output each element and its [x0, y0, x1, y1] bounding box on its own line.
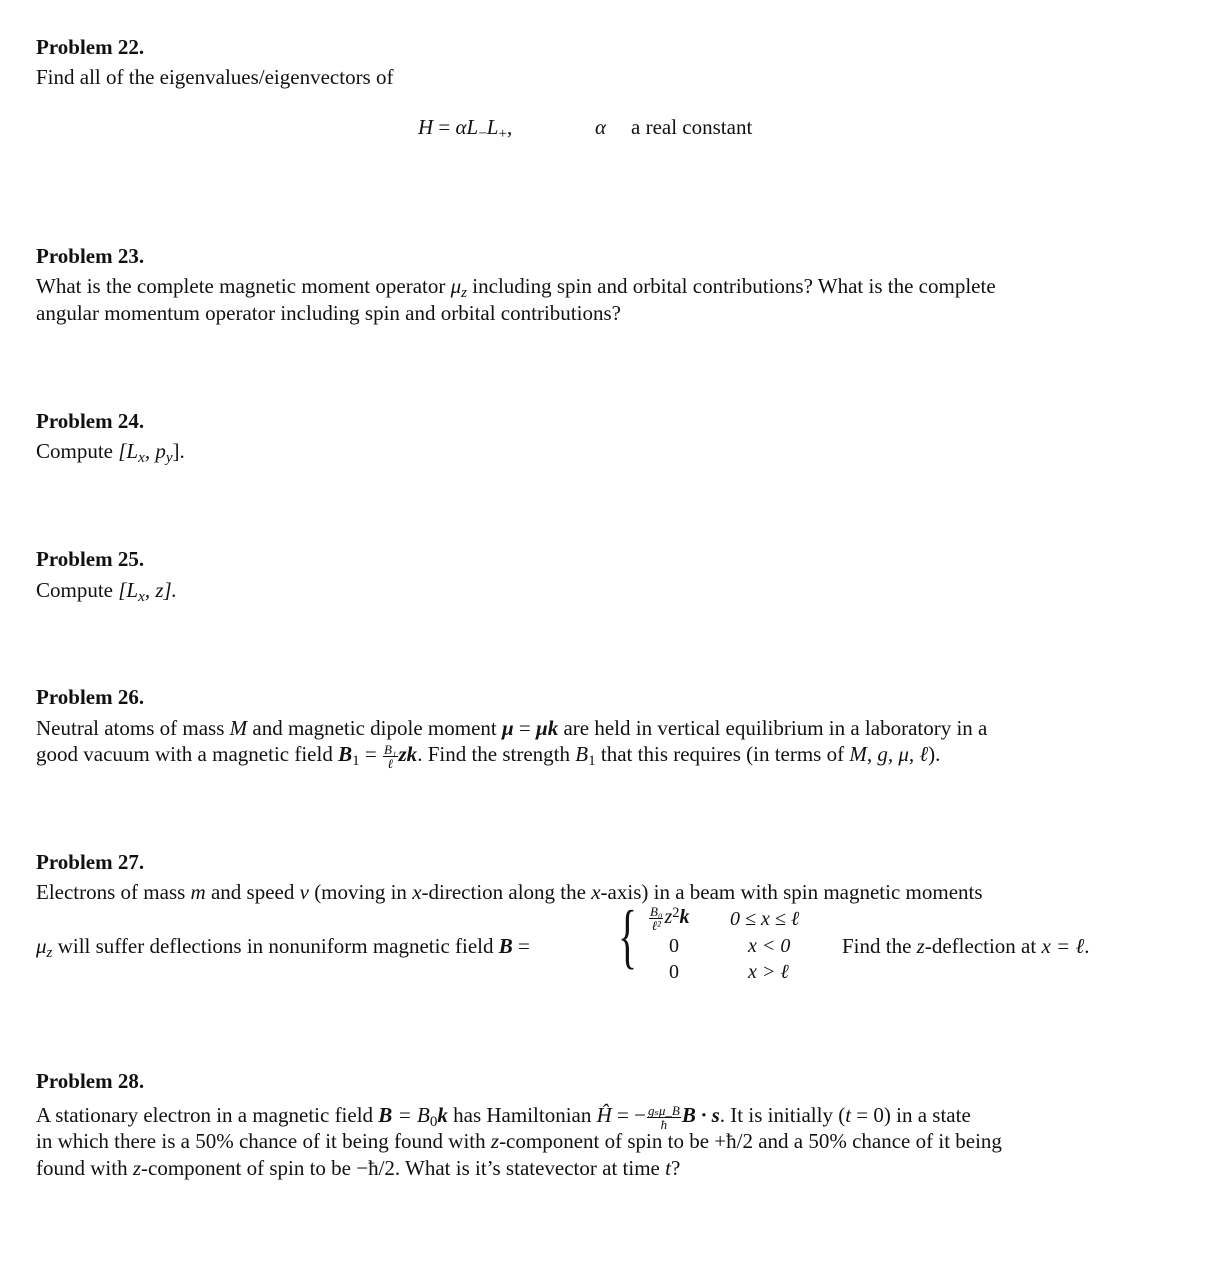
- fraction-numerator: gₛμ_B: [647, 1102, 680, 1118]
- text-span: including spin and orbital contributions? What is the complete: [467, 274, 996, 298]
- eq-rhs: αL: [455, 115, 479, 139]
- text-span: = B: [392, 1103, 430, 1127]
- problem-23-line-2: angular momentum operator including spin and orbital contributions?: [36, 301, 621, 325]
- text-span: =: [359, 742, 383, 766]
- mu-subscript: z: [461, 284, 468, 301]
- problem-23-line-1: [36, 273, 996, 299]
- mu-k: μk: [536, 716, 559, 740]
- problem-22-alpha: α: [595, 115, 607, 139]
- commutator-close: ].: [172, 439, 185, 463]
- text-span: -component of spin to be −ħ/2. What is it’s statevector at time: [141, 1156, 666, 1180]
- text-span: What is the complete magnetic moment operator: [36, 274, 451, 298]
- problem-22-equation: $H = \alpha L_-L_+$,: [418, 115, 513, 142]
- superscript: 2: [672, 904, 680, 921]
- fraction-numerator: B₀: [650, 904, 663, 919]
- case-row-1-value: [648, 905, 689, 932]
- text-span: will suffer deflections in nonuniform magnetic field: [52, 934, 499, 958]
- problem-22-text: Find all of the eigenvalues/eigenvectors of: [36, 65, 394, 89]
- subscript: 0: [429, 1113, 438, 1130]
- eq-sub-minus: −: [478, 125, 487, 142]
- text-span: and speed: [205, 880, 300, 904]
- text-span: ).: [928, 742, 941, 766]
- fraction-denominator: ħ: [660, 1116, 668, 1132]
- text-span: -direction along the: [421, 880, 592, 904]
- problem-26-title: Problem 26.: [36, 685, 145, 709]
- mu-vector: μ: [501, 716, 514, 740]
- fraction-denominator: ℓ: [387, 755, 393, 771]
- speed-symbol: v: [299, 880, 309, 904]
- text-span: Compute: [36, 578, 119, 602]
- cases-brace: {: [618, 896, 638, 976]
- field-symbol: B: [575, 742, 589, 766]
- problem-27-title: Problem 27.: [36, 850, 145, 874]
- commutator-open: [L: [118, 439, 139, 463]
- text-span: = −: [611, 1103, 646, 1127]
- text-span: and magnetic dipole moment: [247, 716, 502, 740]
- eq-lhs: H: [418, 115, 434, 139]
- text-span: . Find the strength: [417, 742, 576, 766]
- commutator-mid: , p: [144, 439, 166, 463]
- text-span: (moving in: [308, 880, 413, 904]
- mu-symbol: μ: [450, 274, 462, 298]
- hamiltonian-symbol: Ĥ: [596, 1103, 612, 1127]
- text-span: -axis) in a beam with spin magnetic moments: [600, 880, 983, 904]
- problem-25-title: Problem 25.: [36, 547, 145, 571]
- text-span: -component of spin to be +ħ/2 and a 50% chance of it being: [499, 1129, 1002, 1153]
- fraction-numerator: B₁: [384, 741, 397, 757]
- problem-25-text: [36, 577, 177, 603]
- k-vector: k: [437, 1103, 448, 1127]
- text-span: Electrons of mass: [36, 880, 191, 904]
- problem-24-text: [36, 438, 185, 464]
- text-span: Compute: [36, 439, 119, 463]
- text-span: . It is initially (: [719, 1103, 846, 1127]
- fraction: [649, 905, 663, 932]
- problem-22-alpha-desc: a real constant: [631, 115, 753, 139]
- eq-mid: L: [486, 115, 499, 139]
- field-vector: B: [498, 934, 513, 958]
- x-symbol: x: [412, 880, 422, 904]
- text-span: A stationary electron in a magnetic field: [36, 1103, 379, 1127]
- z-symbol: z: [916, 934, 925, 958]
- mass-symbol: M: [229, 716, 248, 740]
- problem-24-title: Problem 24.: [36, 409, 145, 433]
- fraction: [383, 743, 397, 770]
- mass-symbol: m: [190, 880, 206, 904]
- case-row-2-value: 0: [669, 935, 679, 957]
- text-span: -deflection at: [924, 934, 1042, 958]
- z-term: z: [664, 906, 673, 929]
- text-span: ?: [670, 1156, 681, 1180]
- eq-comma: ,: [506, 115, 513, 139]
- text-span: good vacuum with a magnetic field: [36, 742, 339, 766]
- problem-28-line-1: [36, 1102, 971, 1131]
- text-span: Find the: [842, 934, 917, 958]
- text-span: = 0) in a state: [851, 1103, 971, 1127]
- text-span: Neutral atoms of mass: [36, 716, 230, 740]
- problem-26-line-1: [36, 715, 987, 741]
- subscript: y: [165, 449, 173, 466]
- dot-product: B · s: [681, 1103, 720, 1127]
- case-row-3-condition: x > ℓ: [748, 961, 789, 983]
- z-symbol: z: [132, 1156, 142, 1180]
- eq-sub-plus: +: [498, 125, 507, 142]
- position-expr: x = ℓ: [1041, 934, 1085, 958]
- mu-subscript: z: [46, 944, 53, 961]
- text-span: =: [512, 934, 530, 958]
- text-span: has Hamiltonian: [447, 1103, 597, 1127]
- text-span: .: [1084, 934, 1090, 958]
- text-span: in which there is a 50% chance of it being found with: [36, 1129, 491, 1153]
- fraction-denominator: ℓ²: [651, 918, 661, 933]
- problem-26-line-2: [36, 741, 940, 770]
- case-row-2-condition: x < 0: [748, 935, 791, 957]
- text-span: that this requires (in terms of: [595, 742, 850, 766]
- text-span: found with: [36, 1156, 133, 1180]
- problem-22-title: Problem 22.: [36, 35, 145, 59]
- problem-28-line-3: [36, 1155, 680, 1181]
- problem-27-tail: [842, 933, 1089, 959]
- mu-symbol: μ: [36, 934, 47, 958]
- time-symbol: t: [845, 1103, 852, 1127]
- field-vector: B: [338, 742, 353, 766]
- z-symbol: z: [490, 1129, 500, 1153]
- problem-27-line-2: [36, 933, 530, 959]
- problem-28-title: Problem 28.: [36, 1069, 145, 1093]
- subscript: 1: [588, 752, 596, 769]
- commutator-close: , z].: [144, 578, 177, 602]
- problem-23-title: Problem 23.: [36, 244, 145, 268]
- problem-27-line-1: [36, 879, 983, 905]
- parameters: M, g, μ, ℓ: [849, 742, 929, 766]
- fraction: [647, 1104, 681, 1131]
- x-symbol: x: [591, 880, 601, 904]
- case-row-3-value: 0: [669, 961, 679, 983]
- field-vector: B: [378, 1103, 393, 1127]
- k-vector: k: [679, 906, 690, 929]
- time-symbol: t: [665, 1156, 671, 1180]
- subscript: x: [138, 449, 145, 466]
- text-span: are held in vertical equilibrium in a laboratory in a: [558, 716, 988, 740]
- zk-term: zk: [398, 742, 418, 766]
- subscript: 1: [352, 752, 360, 769]
- problem-28-line-2: [36, 1128, 1002, 1154]
- commutator-open: [L: [118, 578, 139, 602]
- text-span: =: [513, 716, 537, 740]
- subscript: x: [138, 588, 145, 605]
- case-row-1-condition: 0 ≤ x ≤ ℓ: [730, 908, 800, 930]
